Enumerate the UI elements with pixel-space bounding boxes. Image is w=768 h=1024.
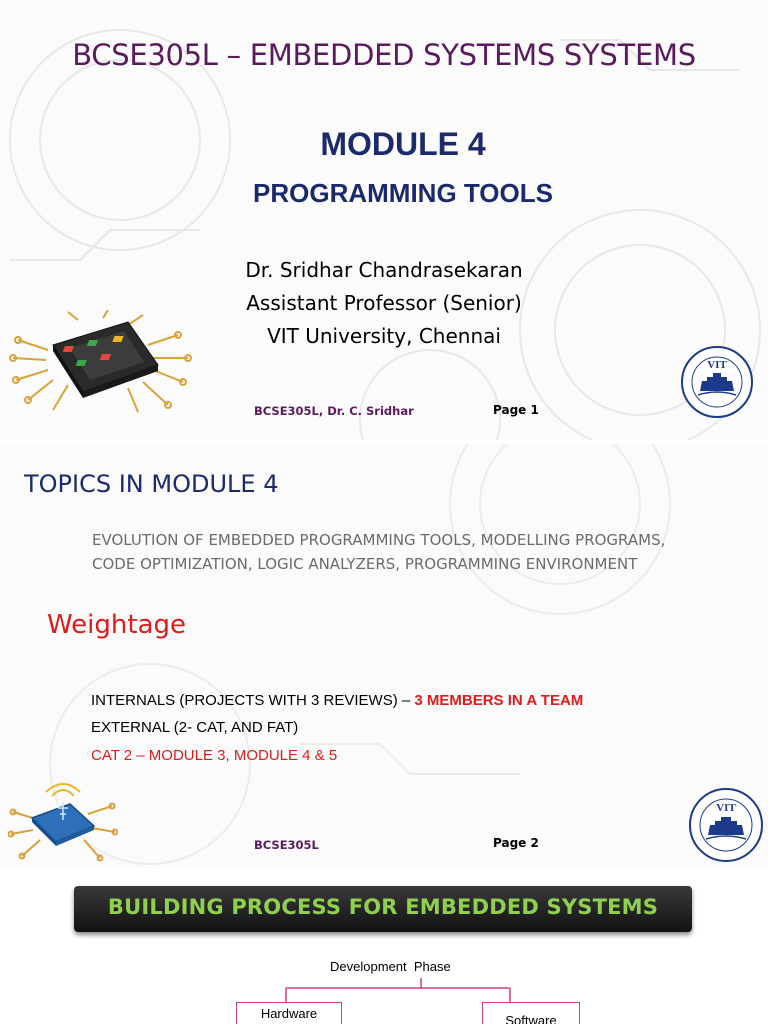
topics-list: EVOLUTION OF EMBEDDED PROGRAMMING TOOLS, MODELLING PROGRAMS, CODE OPTIMIZATION, LOGIC ANALYZERS, PROGRAMMING ENVIRONMENT bbox=[92, 531, 666, 573]
slide-1 bbox=[0, 0, 768, 440]
software-box bbox=[482, 1002, 580, 1024]
slide-footer: BCSE305L, Dr. C. Sridhar bbox=[254, 404, 414, 418]
external-line: EXTERNAL (2- CAT, AND FAT) bbox=[91, 719, 299, 736]
diagram-title: Development Phase bbox=[330, 959, 451, 974]
weightage-heading: Weightage bbox=[47, 610, 187, 640]
course-title: BCSE305L – EMBEDDED SYSTEMS SYSTEMS bbox=[72, 38, 696, 72]
software-label: Software bbox=[505, 1013, 557, 1024]
internals-line bbox=[91, 692, 583, 709]
page-number: Page 2 bbox=[493, 836, 539, 850]
hardware-label: Hardware bbox=[260, 1006, 318, 1021]
banner-title: BUILDING PROCESS FOR EMBEDDED SYSTEMS bbox=[107, 895, 659, 919]
internals-text: INTERNALS (PROJECTS WITH 3 REVIEWS) – bbox=[91, 692, 415, 709]
author-institution: VIT University, Chennai bbox=[267, 324, 501, 348]
topics-heading: TOPICS IN MODULE 4 bbox=[24, 470, 279, 498]
author-position: Assistant Professor (Senior) bbox=[246, 291, 522, 315]
vit-logo: VIT bbox=[688, 787, 764, 863]
page-number: Page 1 bbox=[493, 403, 539, 417]
slide-footer: BCSE305L bbox=[254, 838, 319, 852]
author-name: Dr. Sridhar Chandrasekaran bbox=[245, 258, 523, 282]
slide-3 bbox=[0, 872, 768, 1024]
internals-highlight: 3 MEMBERS IN A TEAM bbox=[414, 692, 584, 709]
hardware-box bbox=[236, 1002, 342, 1024]
cat2-line: CAT 2 – MODULE 3, MODULE 4 & 5 bbox=[91, 747, 338, 764]
module-title: MODULE 4 bbox=[320, 126, 486, 162]
wireless-chip-illustration bbox=[8, 778, 118, 864]
subtitle: PROGRAMMING TOOLS bbox=[253, 178, 553, 208]
vit-logo: VIT bbox=[680, 345, 754, 419]
diagram-connectors bbox=[0, 872, 768, 1024]
microchip-illustration bbox=[8, 310, 193, 420]
slide-2 bbox=[0, 444, 768, 868]
